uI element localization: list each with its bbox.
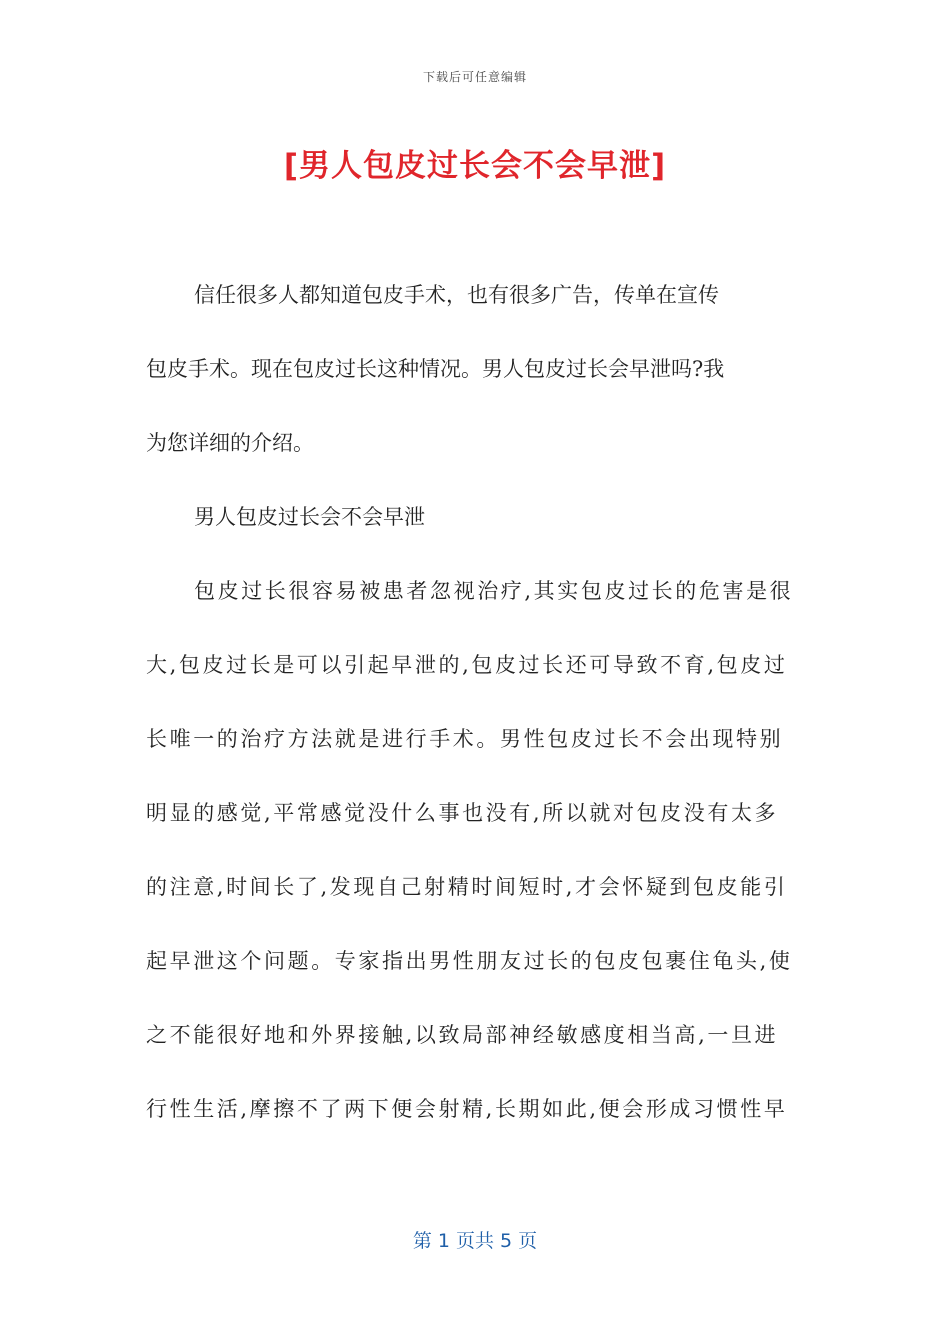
paragraph-2-line-8: 行性生活,摩擦不了两下便会射精,长期如此,便会形成习惯性早 bbox=[146, 1097, 788, 1121]
paragraph-1-line-1: 信任很多人都知道包皮手术，也有很多广告，传单在宣传 bbox=[194, 283, 719, 307]
paragraph-2-line-7: 之不能很好地和外界接触,以致局部神经敏感度相当高,一旦进 bbox=[146, 1023, 779, 1047]
paragraph-2-line-2: 大,包皮过长是可以引起早泄的,包皮过长还可导致不育,包皮过 bbox=[146, 653, 788, 677]
paragraph-2-line-1: 包皮过长很容易被患者忽视治疗,其实包皮过长的危害是很 bbox=[194, 579, 794, 603]
paragraph-2-line-4: 明显的感觉,平常感觉没什么事也没有,所以就对包皮没有太多 bbox=[146, 801, 779, 825]
section-heading: 男人包皮过长会不会早泄 bbox=[194, 505, 425, 529]
paragraph-1-line-2: 包皮手术。现在包皮过长这种情况。男人包皮过长会早泄吗?我 bbox=[146, 357, 725, 381]
paragraph-2-line-3: 长唯一的治疗方法就是进行手术。男性包皮过长不会出现特别 bbox=[146, 727, 784, 751]
document-body bbox=[146, 270, 808, 1158]
document-title: [男人包皮过长会不会早泄] bbox=[283, 148, 667, 184]
paragraph-2-line-6: 起早泄这个问题。专家指出男性朋友过长的包皮包裹住龟头,使 bbox=[146, 949, 793, 973]
page-number-footer: 第 1 页共 5 页 bbox=[412, 1230, 538, 1252]
header-note: 下载后可任意编辑 bbox=[422, 70, 527, 84]
paragraph-2-line-5: 的注意,时间长了,发现自己射精时间短时,才会怀疑到包皮能引 bbox=[146, 875, 788, 899]
paragraph-1-line-3: 为您详细的介绍。 bbox=[146, 431, 314, 455]
